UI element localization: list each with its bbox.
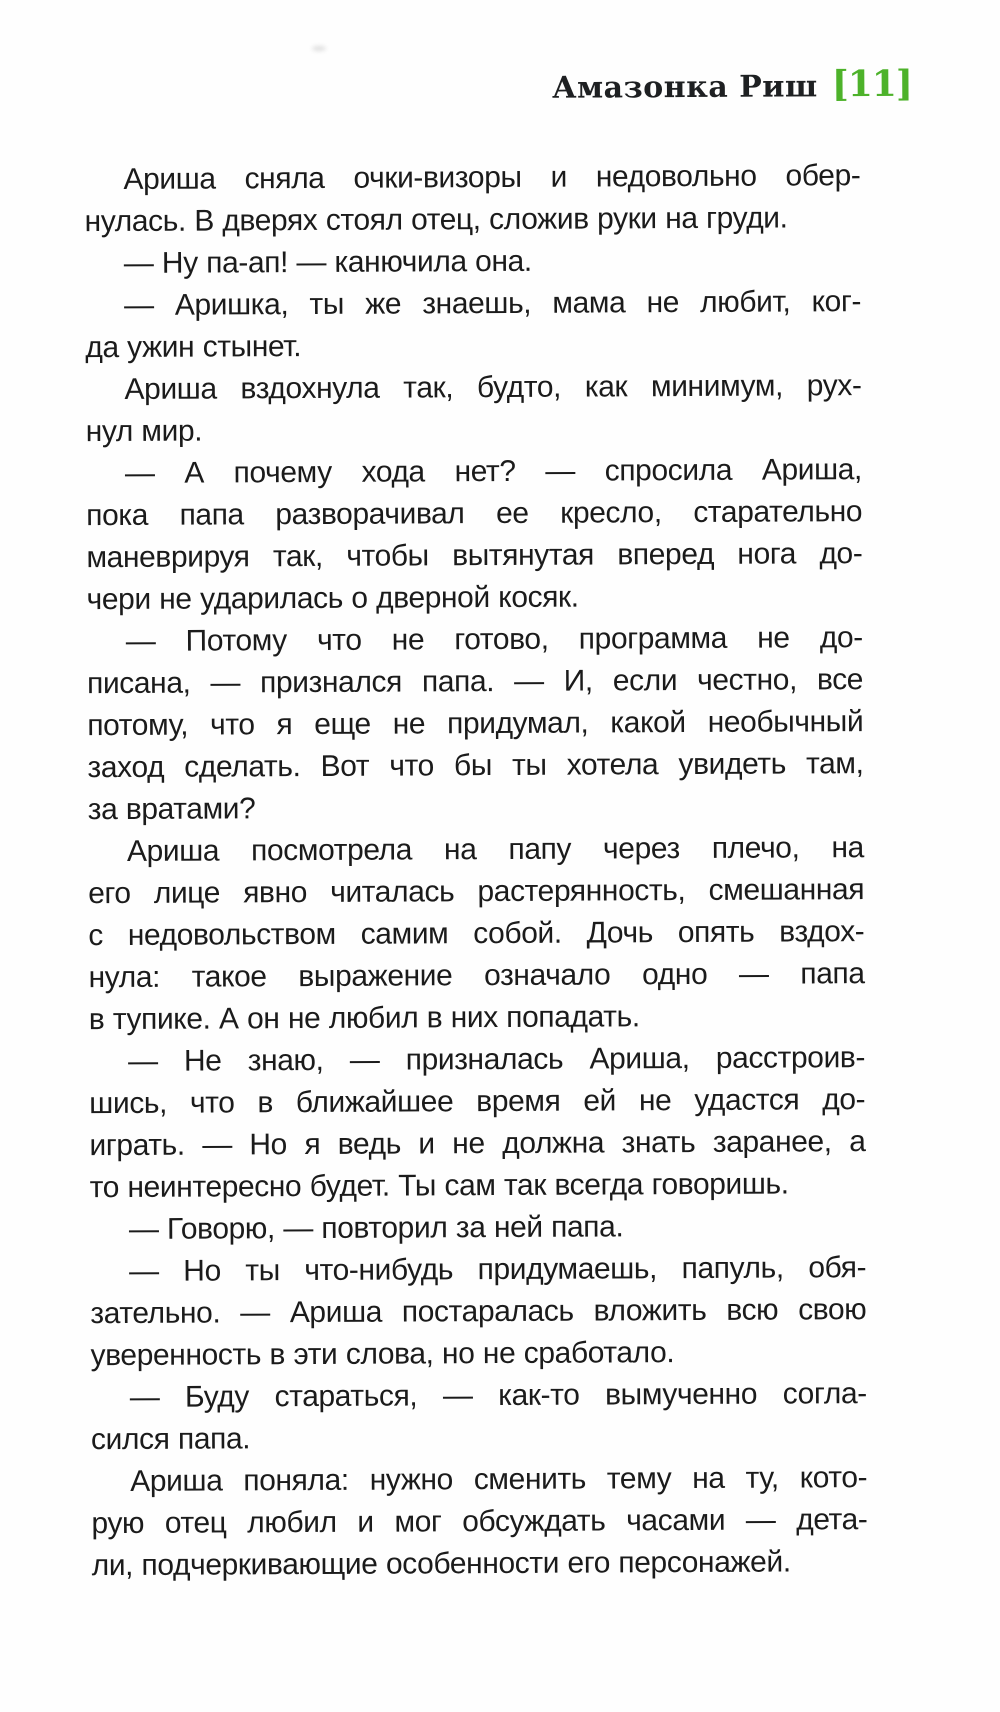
text-line: заход сделать. Вот что бы ты хотела увидеть там, bbox=[87, 747, 864, 785]
text-line: шись, что в ближайшее время ей не удастся до- bbox=[89, 1083, 866, 1121]
text-line: маневрируя так, чтобы вытянутая вперед нога до- bbox=[86, 537, 863, 575]
text-line: чери не ударилась о дверной косяк. bbox=[86, 580, 579, 617]
text-line: его лице явно читалась растерянность, смешанная bbox=[88, 873, 865, 911]
text-line: — Аришка, ты же знаешь, мама не любит, ког- bbox=[123, 285, 862, 322]
chapter-title: Амазонка Риш bbox=[552, 69, 818, 106]
text-line: — Ну па-ап! — канючила она. bbox=[123, 244, 532, 280]
text-line: уверенность в эти слова, но не сработало. bbox=[90, 1336, 675, 1373]
text-line: зательно. — Ариша постаралась вложить всю свою bbox=[90, 1293, 867, 1331]
page-number-badge: [11] bbox=[831, 62, 913, 106]
text-line: нулась. В дверях стоял отец, сложив руки на груди. bbox=[84, 201, 788, 239]
text-line: за вратами? bbox=[87, 792, 256, 827]
text-line: — Потому что не готово, программа не до- bbox=[125, 621, 863, 658]
text-line: Ариша сняла очки-визоры и недовольно обер- bbox=[123, 159, 861, 196]
text-line: — Буду стараться, — как-то вымученно согла- bbox=[129, 1377, 867, 1414]
text-line: нул мир. bbox=[85, 414, 203, 449]
text-line: Ариша вздохнула так, будто, как минимум, рух- bbox=[124, 369, 862, 406]
text-column bbox=[84, 155, 867, 1587]
text-line: ли, подчеркивающие особенности его персонажей. bbox=[91, 1545, 791, 1583]
text-line: сился папа. bbox=[90, 1422, 251, 1457]
text-line: нула: такое выражение означало одно — папа bbox=[88, 957, 865, 995]
text-line: с недовольством самим собой. Дочь опять вздох- bbox=[88, 915, 865, 953]
text-line: Ариша поняла: нужно сменить тему на ту, кото- bbox=[130, 1461, 868, 1498]
text-line: рую отец любил и мог обсуждать часами — дета- bbox=[91, 1503, 868, 1541]
text-line: в тупике. А он не любил в них попадать. bbox=[88, 1000, 640, 1037]
text-line: Ариша посмотрела на папу через плечо, на bbox=[126, 831, 865, 868]
text-line: — Но ты что-нибудь придумаешь, папуль, обя- bbox=[129, 1251, 867, 1288]
text-line: потому, что я еще не придумал, какой необычный bbox=[87, 705, 864, 743]
running-head bbox=[552, 62, 913, 106]
text-line: играть. — Но я ведь и не должна знать заранее, а bbox=[89, 1125, 866, 1163]
text-line: — Говорю, — повторил за ней папа. bbox=[128, 1210, 624, 1246]
text-line: то неинтересно будет. Ты сам так всегда говоришь. bbox=[89, 1167, 789, 1205]
text-line: — Не знаю, — призналась Ариша, расстроив- bbox=[127, 1041, 866, 1078]
text-line: да ужин стынет. bbox=[85, 330, 302, 365]
text-line: пока папа разворачивал ее кресло, старательно bbox=[86, 495, 863, 533]
text-line: писана, — признался папа. — И, если честно, все bbox=[86, 663, 864, 701]
text-line: — А почему хода нет? — спросила Ариша, bbox=[124, 453, 863, 490]
